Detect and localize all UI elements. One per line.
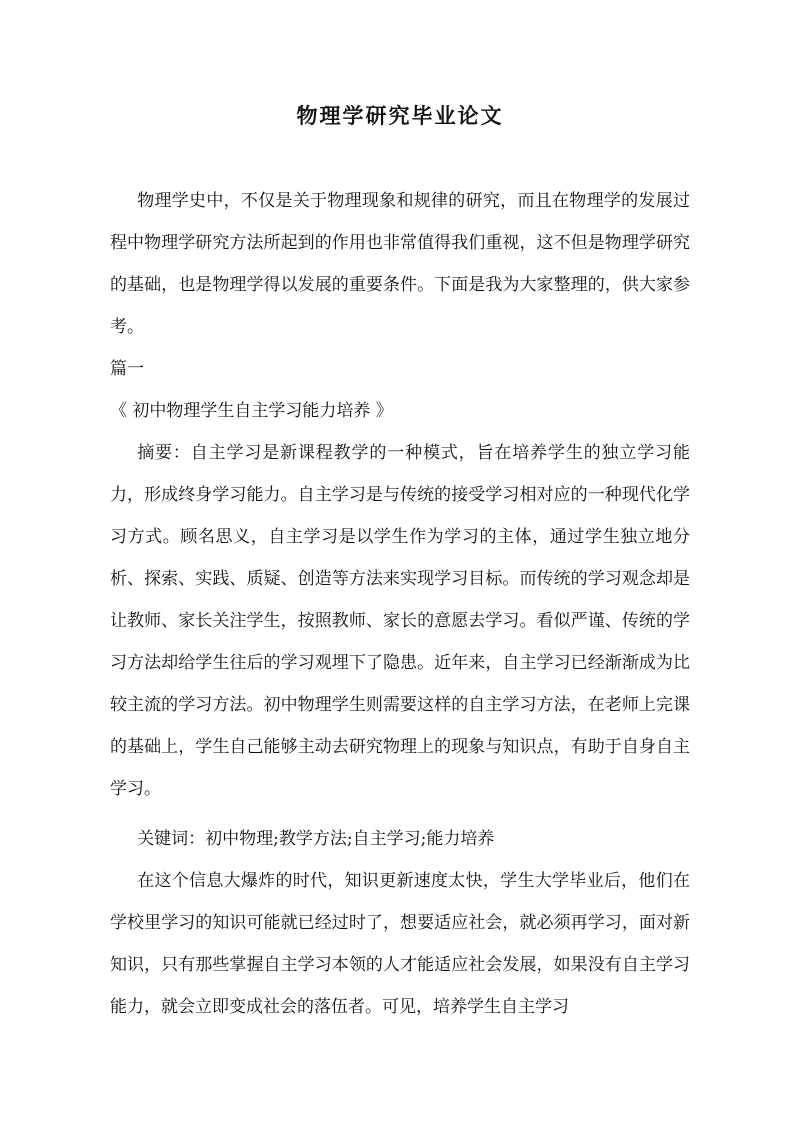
- paper-title: 《 初中物理学生自主学习能力培养 》: [110, 401, 393, 421]
- document-title: 物理学研究毕业论文: [296, 103, 504, 128]
- keywords-line: 关键词：初中物理;教学方法;自主学习;能力培养: [137, 829, 495, 849]
- document-body: [110, 180, 690, 1028]
- section-heading: 篇一: [110, 359, 144, 379]
- body-paragraph: 在这个信息大爆炸的时代，知识更新速度太快，学生大学毕业后，他们在学校里学习的知识可能就已经过时了，想要适应社会，就必须再学习，面对新知识，只有那些掌握自主学习本领的人才能适应社会发展，如果没有自主学习能力，就会立即变成社会的落伍者。可见，培养学生自主学习: [110, 871, 690, 1017]
- intro-paragraph: 物理学史中，不仅是关于物理现象和规律的研究，而且在物理学的发展过程中物理学研究方法所起到的作用也非常值得我们重视，这不但是物理学研究的基础，也是物理学得以发展的重要条件。下面是我为大家整理的，供大家参考。: [110, 191, 690, 337]
- abstract-paragraph: 摘要：自主学习是新课程教学的一种模式，旨在培养学生的独立学习能力，形成终身学习能力。自主学习是与传统的接受学习相对应的一种现代化学习方式。顾名思义，自主学习是以学生作为学习的主体，通过学生独立地分析、探索、实践、质疑、创造等方法来实现学习目标。而传统的学习观念却是让教师、家长关注学生，按照教师、家长的意愿去学习。看似严谨、传统的学习方法却给学生往后的学习观埋下了隐患。近年来，自主学习已经渐渐成为比较主流的学习方法。初中物理学生则需要这样的自主学习方法，在老师上完课的基础上，学生自己能够主动去研究物理上的现象与知识点，有助于自身自主学习。: [110, 443, 690, 799]
